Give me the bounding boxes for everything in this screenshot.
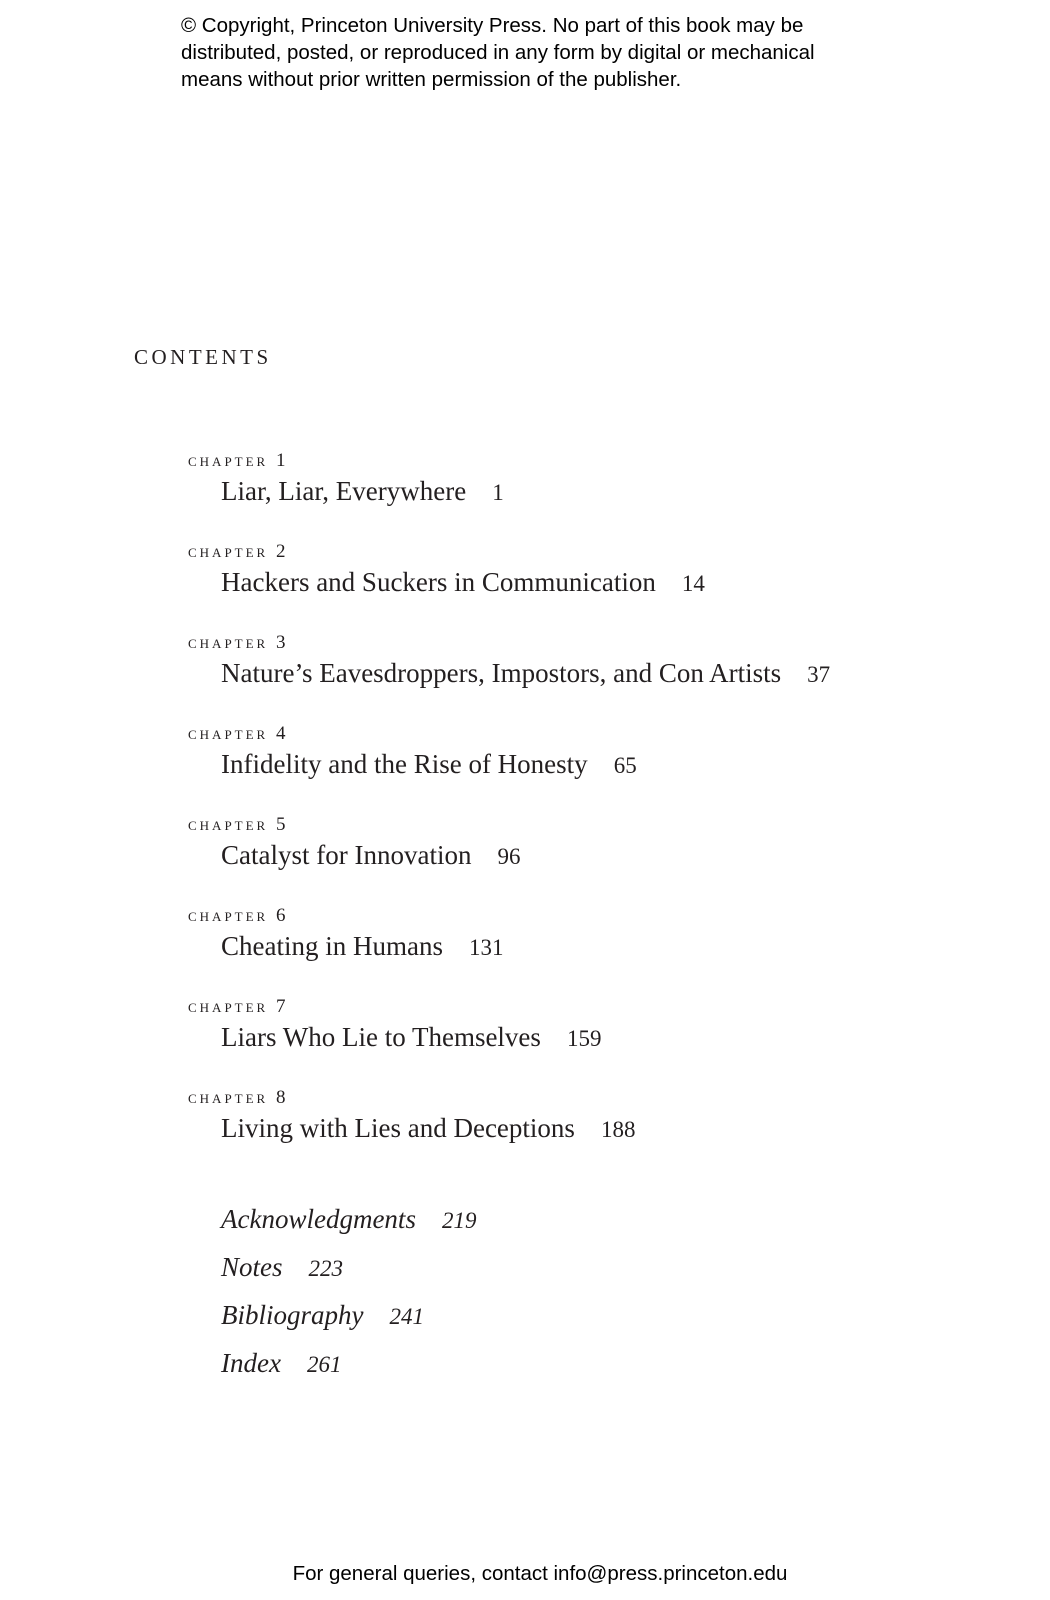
backmatter-title: Index [221,1348,281,1378]
chapter-title: Infidelity and the Rise of Honesty [221,749,588,779]
table-of-contents [188,450,948,1178]
toc-chapter-8 [188,1087,948,1178]
chapter-title: Liar, Liar, Everywhere [221,476,467,506]
page-number: 96 [497,844,521,869]
toc-chapter-1 [188,450,948,541]
toc-chapter-4 [188,723,948,814]
chapter-label: chapter 8 [188,1087,289,1108]
chapter-entry [221,474,948,510]
toc-chapter-5 [188,814,948,905]
chapter-entry [221,747,948,783]
chapter-title: Hackers and Suckers in Communication [221,567,656,597]
page-number: 37 [807,662,831,687]
chapter-label: chapter 3 [188,632,289,653]
backmatter-title: Notes [221,1252,283,1282]
chapter-entry [221,1111,948,1147]
toc-notes [221,1244,476,1292]
copyright-notice [181,12,901,93]
page-number: 241 [389,1304,424,1329]
page-number: 159 [566,1026,602,1051]
copyright-line-1: © Copyright, Princeton University Press. No part of this book may be [181,14,804,37]
toc-chapter-7 [188,996,948,1087]
footer-contact: For general queries, contact info@press.princeton.edu [292,1562,788,1585]
backmatter-title: Acknowledgments [221,1204,416,1234]
chapter-label: chapter 5 [188,814,289,835]
chapter-label: chapter 1 [188,450,289,471]
chapter-label: chapter 2 [188,541,289,562]
backmatter-title: Bibliography [221,1300,364,1330]
toc-chapter-6 [188,905,948,996]
chapter-entry [221,656,948,692]
chapter-label: chapter 6 [188,905,289,926]
chapter-title: Catalyst for Innovation [221,840,472,870]
toc-chapter-2 [188,541,948,632]
page-number: 1 [492,480,504,505]
toc-chapter-3 [188,632,948,723]
page-number: 261 [306,1352,342,1377]
back-matter-list [221,1196,476,1388]
chapter-entry [221,1020,948,1056]
chapter-title: Nature’s Eavesdroppers, Impostors, and Con Artists [221,658,782,688]
page-title: contents [134,338,272,371]
page-number: 188 [600,1117,636,1142]
toc-bibliography [221,1292,476,1340]
toc-acknowledgments [221,1196,476,1244]
copyright-line-2: distributed, posted, or reproduced in any form by digital or mechanical [181,41,815,64]
chapter-entry [221,565,948,601]
chapter-title: Living with Lies and Deceptions [221,1113,575,1143]
copyright-line-3: means without prior written permission of the publisher. [181,68,682,91]
chapter-entry [221,838,948,874]
chapter-entry [221,929,948,965]
page-number: 65 [613,753,637,778]
chapter-label: chapter 7 [188,996,289,1017]
chapter-label: chapter 4 [188,723,289,744]
toc-index [221,1340,476,1388]
chapter-title: Liars Who Lie to Themselves [221,1022,541,1052]
page-number: 219 [441,1208,477,1233]
page-number: 131 [468,935,504,960]
chapter-title: Cheating in Humans [221,931,443,961]
page-number: 14 [681,571,705,596]
page-number: 223 [308,1256,344,1281]
